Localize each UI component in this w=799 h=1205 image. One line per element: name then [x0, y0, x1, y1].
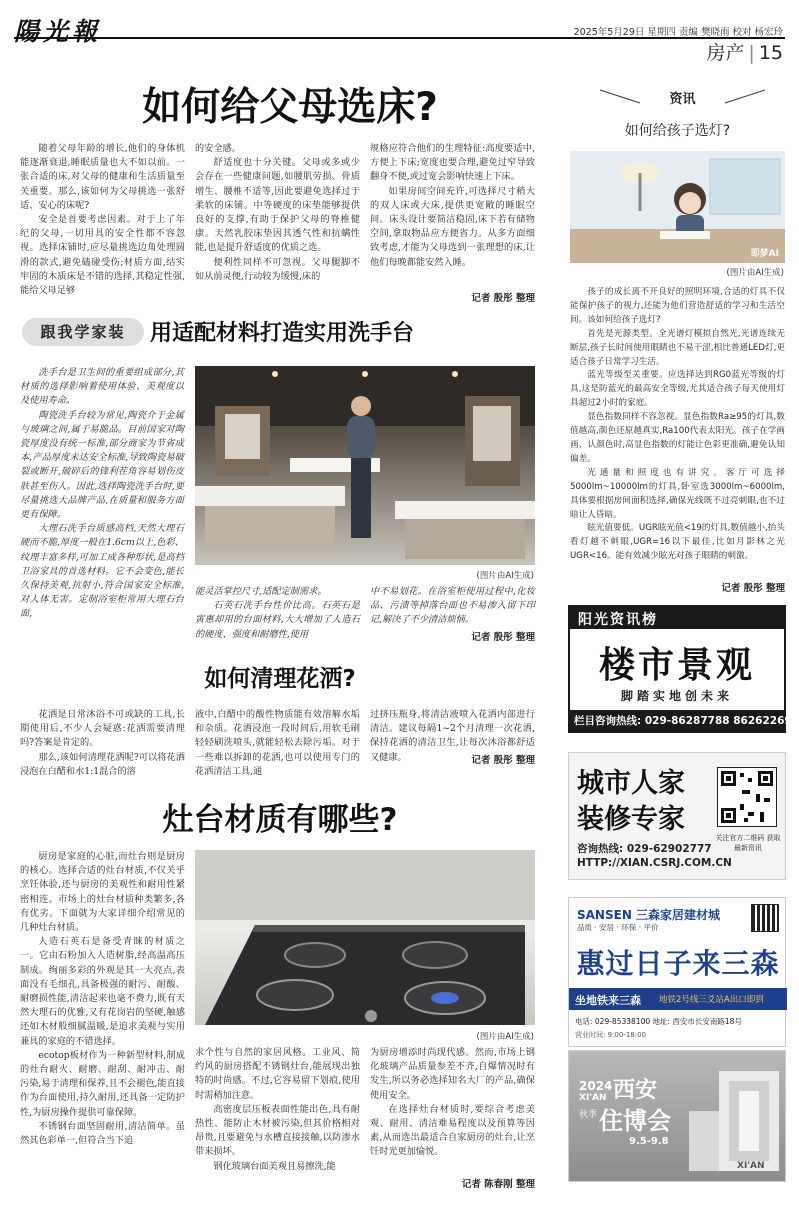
expo-footer-city: XI'AN — [737, 1161, 765, 1171]
section-name: 房产 — [706, 42, 745, 64]
sink-article-col3 — [370, 585, 535, 629]
image-watermark: 即梦AI — [750, 249, 779, 259]
expo-title-line1: 西安 — [613, 1078, 658, 1103]
sansen-subway-band — [569, 988, 787, 1010]
dateline: 2025年5月29日 星期四 责编 樊晓雨 校对 杨宏玲 — [573, 27, 783, 38]
paragraph: 为厨房增添时尚现代感。然而,市场上钢化玻璃产品质量参差不齐,自爆情况时有发生,所以务必选择知名大厂的产品,确保使用安全。 — [370, 1047, 535, 1101]
paragraph: 如果房间空间充许,可选择尺寸稍大的双人床或大床,提供更宽敞的睡眠空间。床头设计要简洁稳固,床下若有储物空间,拿取物品应方便省力。从多方面细致考虑,才能为父母选到一张理想的床,让他们每晚都能安然入睡。 — [370, 185, 535, 268]
bed-article-col1 — [20, 142, 185, 312]
loushi-ad-header — [570, 607, 784, 629]
section-divider: | — [748, 42, 755, 64]
sansen-fine-print: 营业时间: 9:00-18:00 — [575, 1031, 647, 1039]
paragraph: 洗手台是卫生间的重要组成部分,其材质的选择影响着使用体验、美观度以及使用寿命。 — [20, 367, 184, 407]
decor-ad — [568, 752, 786, 880]
sink-showroom-illustration — [195, 366, 535, 565]
paragraph: 便利性同样不可忽视。父母腿脚不如从前灵便,行动较为缓慢,床的 — [195, 256, 360, 282]
shower-article-title: 如何清理花洒? — [204, 666, 356, 692]
sink-article-col1 — [20, 366, 184, 640]
stove-article-col2 — [195, 1046, 360, 1176]
sansen-subway: 坐地铁来三森 — [575, 994, 641, 1007]
shower-article-col2 — [195, 708, 360, 777]
paragraph: 显色指数同样不容忽视。显色指数Ra≥95的灯具,数值越高,颜色还原越真实,Ra100代表太阳光。孩子在学画画、认颜色时,高显色指数的灯能让色彩更准确,避免认知偏差。 — [570, 412, 785, 464]
sink-article-byline: 记者 殷彤 整理 — [471, 632, 535, 643]
paragraph: 中不易划花。在浴室柜使用过程中,化妆品、污渍等掉落台面也不易渗入留下印记,解决了不少清洁烦恼。 — [370, 586, 535, 626]
paragraph: 过挤压瓶身,将清洁液喷入花洒内部进行清洁。建议每隔1~2个月清理一次花洒,保持花洒的清洁卫生,让每次沐浴都舒适又健康。 — [370, 709, 535, 763]
paragraph: 孩子的成长离不开良好的照明环境,合适的灯具不仅能保护孩子的视力,还能为他们营造舒适的学习和生活空间。该如何给孩子选灯? — [570, 287, 785, 325]
shower-article-col1 — [20, 708, 185, 777]
expo-ad — [568, 1050, 786, 1182]
stove-photo — [195, 850, 535, 1025]
paragraph: 液中,白醋中的酸性物质能有效溶解水垢和杂质。花洒浸泡一段时间后,用软毛刷轻轻刷洗喷头,就能轻松去除污垢。对于一些难以拆卸的花洒,也可以使用专门的花洒清洁工具,通 — [195, 709, 360, 777]
paragraph: 舒适度也十分关键。父母或多或少会存在一些健康问题,如腰肌劳损、骨质增生、腰椎不适等,因此要避免选择过于柔软的床铺。中等硬度的床垫能够提供良好的支撑,有助于保护父母的脊椎健康。天然乳胶床垫因其透气性和抗螨性能,也是提升舒适度的优质之选。 — [195, 157, 360, 254]
paragraph: 光通量和照度也有讲究。客厅可选择5000lm~10000lm的灯具,卧室选3000lm~6000lm,具体要根据房间面积选择,确保光线既不过亮刺眼,也不过暗让人昏暗。 — [570, 467, 785, 520]
shower-article-byline: 记者 殷彤 整理 — [471, 755, 535, 766]
news-sidebar-label: 资讯 — [669, 92, 696, 107]
paragraph: 首先是光源类型。全光谱灯模拟自然光,光谱连续无断层,孩子长时间使用眼睛也不易干涩,相比普通LED灯,更适合孩子日常学习生活。 — [570, 328, 785, 367]
sansen-contact: 电话: 029-85338100 地址: 西安市长安南路18号 — [575, 1017, 742, 1026]
sink-column-tag-label: 跟我学家装 — [40, 323, 126, 341]
masthead-rule — [14, 37, 785, 39]
paragraph: 石英石洗手台性价比高。石英石是寅惠却用的台面材料,大大增加了人造石的硬度、强度和耐磨性,使用 — [195, 600, 360, 640]
news-sidebar-title: 如何给孩子选灯? — [624, 123, 731, 139]
paragraph: 大理石洗手台质感高档,天然大理石硬而不脆,厚度一般在1.6cm以上,色彩、纹理丰富多样,可加工成各种形状,是高档卫浴家具的首选材料。它不会变色,能长久保持美观,抗射小,符合国家安全标准,对人体无害。定制浴室柜常用大理石台面, — [20, 523, 184, 620]
news-sidebar-body — [570, 286, 785, 582]
paragraph: 花洒是日常沐浴不可或缺的工具,长期使用后,不少人会疑惑:花洒需要清理吗?答案是肯定的。 — [20, 709, 185, 749]
expo-season: 秋季 — [579, 1110, 598, 1120]
loushi-ad-hotline — [570, 710, 792, 731]
paragraph: 在选择灶台材质时,要综合考虑美观、耐用、清洁难易程度以及预算等因素,从而选出最适合自家厨房的灶台,让烹饪时光更加愉悦。 — [370, 1103, 535, 1158]
paragraph: ecotop板材作为一种新型材料,制成的灶台耐火、耐磨、耐刮、耐冲击、耐污染,易于清理和保养,且不会褪色,能直接作为台面使用,持久耐用,还具备一定防护性,为厨房操作提供可靠保障。 — [20, 1049, 185, 1118]
stove-article-col1 — [20, 850, 185, 1195]
newspaper-logo: 陽光報 — [14, 17, 102, 46]
news-sidebar-header — [580, 86, 785, 108]
news-sidebar-photo — [570, 151, 785, 263]
decor-ad-url: HTTP://XIAN.CSRJ.COM.CN — [577, 857, 732, 869]
stove-article-title: 灶台材质有哪些? — [162, 802, 398, 838]
paragraph: 的安全感。 — [195, 143, 241, 154]
loushi-ad-title: 楼市景观 — [598, 644, 755, 686]
decor-ad-line2: 装修专家 — [577, 804, 685, 835]
masthead — [0, 0, 799, 66]
sansen-ad — [568, 897, 786, 1047]
sink-column-tag — [22, 318, 144, 346]
paragraph: 规格应符合他们的生理特征:高度要适中,方便上下床;宽度也要合理,避免过窄导致翻身不便,或过宽会影响快速上下床。 — [370, 143, 535, 183]
expo-year: 2024 — [579, 1079, 613, 1093]
news-sidebar-caption: (图片由AI生成) — [726, 268, 784, 278]
paragraph: 随着父母年龄的增长,他们的身体机能逐渐衰退,睡眠质量也大不如以前。一张合适的床,对父母的健康和生活质量至关重要。那么,该如何为父母挑选一张舒适、安心的床呢? — [20, 143, 185, 211]
paragraph: 能灵活掌控尺寸,适配定制需求。 — [195, 586, 327, 597]
qr-code-icon — [718, 768, 776, 826]
decor-ad-qr-caption: 关注官方二维码 获取最新资讯 — [715, 834, 781, 852]
loushi-ad-hotline-text: 栏目咨询热线: 029-86287788 86262269 — [574, 715, 792, 727]
decor-ad-phone: 咨询热线: 029-62902777 — [577, 843, 712, 855]
paragraph: 蓝光等级至关重要。应选择达到RG0蓝光等级的灯具,这是防蓝光的最高安全等级,尤其适合孩子每天使用灯具超过2小时的家庭。 — [570, 370, 785, 409]
sansen-qr — [751, 904, 779, 932]
paragraph: 陶瓷洗手台较为常见,陶瓷介于金属与玻璃之间,属于易脆品。目前国家对陶瓷厚度没有统一标准,部分商家为节省成本,产品厚度未达安全标准,导致陶瓷易破裂或断开,破碎后的锋利茬角容易划伤皮肤甚至伤人。因此,选择陶瓷洗手台时,要尽量挑选大品牌产品,在质量和服务方面更有保障。 — [20, 409, 184, 521]
paragraph: 钢化玻璃台面美观且易擦洗,能 — [213, 1160, 336, 1172]
paragraph: 高密度层压板表面性能出色,具有耐热性、能防止木材被污染,但其价格相对昂贵,且要避免与水槽直接接触,以防渗水带来损坏。 — [195, 1103, 360, 1158]
section-label — [706, 38, 783, 65]
paragraph: 眩光值要低。UGR眩光值<19的灯具,数值越小,抬头看灯越不刺眼,UGR=16以下最佳,比如月影林之光UGR<16。能有效减少眩光对孩子眼睛的刺激。 — [570, 523, 785, 562]
sansen-headline: 惠过日子来三森 — [576, 947, 780, 980]
stove-illustration — [195, 850, 535, 1025]
sink-article-col2 — [195, 585, 360, 645]
sink-photo-caption: (图片由AI生成) — [476, 571, 534, 581]
page-number: 15 — [758, 42, 783, 64]
bed-article-col3 — [370, 142, 535, 300]
paragraph: 不锈钢台面坚固耐用,清洁简单。虽然其色彩单一,但符合当下追 — [20, 1120, 185, 1147]
stove-article-col3 — [370, 1046, 535, 1176]
paragraph: 人造石英石是备受青睐的材质之一。它由石粉加入人造树脂,经高温高压制成。绚丽多彩的外观是其一大亮点,表面没有毛细孔,具备极强的耐污、耐酸、耐磨损性能,清洁起来也毫不费力,既有天然大理石的优雅,又有花岗岩的坚硬,触感还如木材般细腻温暖,是追求美观与实用兼具的家庭的不错选择。 — [20, 936, 185, 1047]
paragraph: 求个性与自然的家居风格。工业风、简约风的厨房搭配不锈钢灶台,能展现出独特的时尚感。不过,它容易留下划痕,使用时需稍加注意。 — [195, 1047, 360, 1101]
loushi-ad — [568, 605, 792, 733]
bed-article-byline: 记者 殷彤 整理 — [471, 293, 535, 304]
bed-article-title: 如何给父母选床? — [142, 85, 438, 130]
sansen-tags: 品质 · 安居 · 环保 · 平价 — [577, 923, 659, 932]
qr-code — [717, 767, 777, 827]
loushi-ad-slogan: 脚踏实地创未来 — [620, 689, 733, 703]
bed-article-col2 — [195, 142, 360, 312]
expo-title-line2: 住博会 — [599, 1107, 671, 1135]
expo-city-en: XI'AN — [579, 1093, 607, 1103]
expo-dates: 9.5-9.8 — [629, 1136, 669, 1147]
sansen-subway-detail: 地铁2号线三爻站A出口即到 — [659, 995, 764, 1005]
paragraph: 那么,该如何清理花洒呢?可以将花洒浸泡在白醋和水1:1混合的溶 — [20, 751, 185, 777]
news-sidebar-byline: 记者 殷彤 整理 — [721, 583, 785, 594]
stove-article-byline: 记者 陈春刚 整理 — [461, 1179, 535, 1190]
decor-ad-line1: 城市人家 — [577, 768, 685, 799]
paragraph: 厨房是家庭的心脏,而灶台则是厨房的核心。选择合适的灶台材质,不仅关乎烹饪体验,还与厨房的美观性和耐用性紧密相连。市场上的灶台材质种类繁多,各有优劣。下面就为大家详细介绍常见的几种灶台材质。 — [20, 851, 185, 934]
loushi-ad-header-label: 阳光资讯榜 — [578, 612, 658, 628]
sink-article-title: 用适配材料打造实用洗手台 — [150, 321, 415, 346]
stove-photo-caption: (图片由AI生成) — [476, 1032, 534, 1042]
paragraph: 安全是首要考虑因素。对于上了年纪的父母,一切用具的安全性都不容忽视。选择床铺时,应尽量挑选边角处理圆滑的款式,避免磕碰受伤;材质方面,结实牢固的木质床是不错的选择,其稳定性强,能给父母足够 — [20, 214, 185, 297]
sink-photo — [195, 366, 535, 565]
sansen-brand: SANSEN 三森家居建材城 — [577, 908, 721, 922]
